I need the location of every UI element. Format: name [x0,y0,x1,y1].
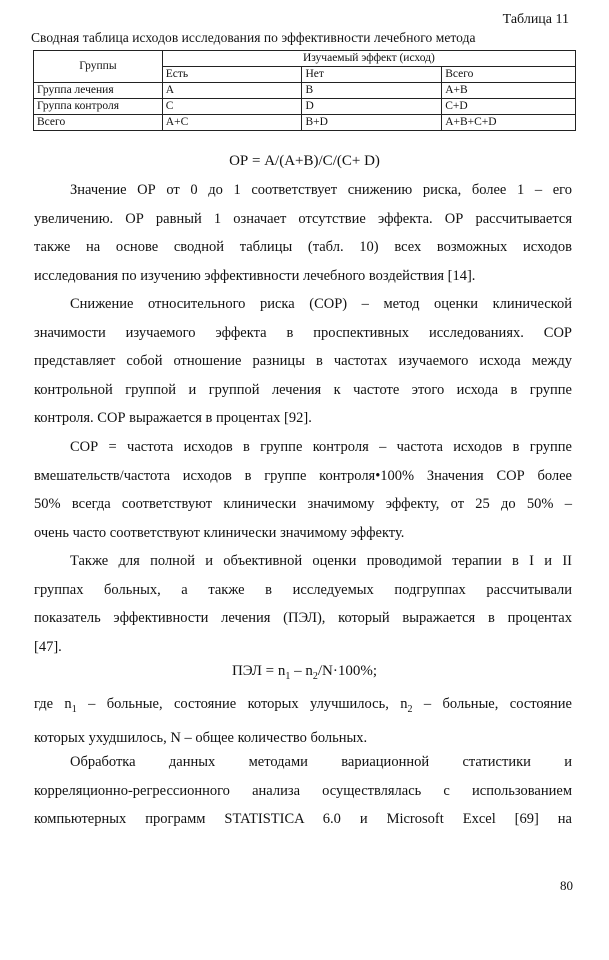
row-no: B [302,83,442,99]
text-line: компьютерных программ STATISTICA 6.0 и Microsoft Excel [69] на [34,811,572,827]
text-line: Также для полной и объективной оценки проводимой терапии в I и II [70,553,572,569]
text-line: которых ухудшилось, N – общее количество больных. [34,730,368,747]
formula-or: ОР = А/(А+В)/С/(С+ D) [229,153,380,169]
row-no: B+D [302,115,442,131]
text-line: исследования по изучению эффективности лечебного воздействия [14]. [34,267,476,284]
page-number: 80 [560,878,573,893]
text-line: контроля. СОР выражается в процентах [92]. [34,410,312,426]
row-yes: A+C [162,115,302,131]
row-group: Группа контроля [34,99,163,115]
text-line: также на основе сводной таблицы (табл. 10) всех возможных исходов [34,239,572,255]
row-total: A+B+C+D [442,115,576,131]
paragraph-pel-legend [34,690,572,753]
subheader-yes: Есть [162,67,302,83]
text-line: очень часто соответствуют клинически значимому эффекту. [34,524,405,541]
text-line: значимости изучаемого эффекта в проспективных исследованиях. СОР [34,324,572,341]
table-title: Сводная таблица исходов исследования по эффективности лечебного метода [31,30,476,45]
paragraph-pel [34,547,572,661]
row-total: A+B [442,83,576,99]
formula-part: /N·100%; [317,663,378,679]
row-yes: C [162,99,302,115]
text-line: вмешательств/частота исходов в группе контроля•100% Значения СОР более [34,467,572,484]
header-groups: Группы [34,51,163,83]
text-line: СОР = частота исходов в группе контроля – частота исходов в группе [70,439,572,455]
text-line: Снижение относительного риска (СОР) – метод оценки клинической [70,296,572,312]
text-part: – больные, состояние которых улучшилось, n [76,696,408,712]
formula-part: – n [290,663,313,679]
row-total: C+D [442,99,576,115]
paragraph-rrr-definition [34,290,572,433]
row-group: Группа лечения [34,83,163,99]
text-subscript: 2 [407,703,413,715]
paragraph-rrr-formula [34,433,572,547]
text-line: группах больных, а также в исследуемых подгруппах рассчитывали [34,581,572,598]
text-subscript: 1 [71,703,77,715]
formula-subscript: 2 [312,671,318,682]
table-row [34,99,576,115]
text-line: 50% всегда соответствуют клинически значимому эффекту, от 25 до 50% – [34,496,572,512]
text-line: корреляционно-регрессионного анализа осуществлялась с использованием [34,782,572,799]
text-line [34,690,572,724]
text-line: контрольной группой и группой лечения к частоте этого исхода в группе [34,381,572,398]
summary-table [33,50,576,131]
subheader-no: Нет [302,67,442,83]
text-part: – больные, состояние [412,696,572,712]
formula-subscript: 1 [285,671,291,682]
paragraph-statistics [34,748,572,834]
subheader-total: Всего [442,67,576,83]
row-group: Всего [34,115,163,131]
text-part: где n [34,696,72,712]
formula-pel [0,663,609,682]
paragraph-or-meaning [34,176,572,290]
text-line: увеличению. ОР равный 1 означает отсутствие эффекта. ОР рассчитывается [34,210,572,227]
header-effect: Изучаемый эффект (исход) [162,51,575,67]
table-header-row [34,51,576,67]
text-line: показатель эффективности лечения (ПЭЛ), который выражается в процентах [34,610,572,626]
table-row [34,115,576,131]
table-row [34,83,576,99]
text-line: Обработка данных методами вариационной статистики и [70,754,572,770]
text-line: [47]. [34,638,62,655]
text-line: представляет собой отношение разницы в частотах изучаемого исхода между [34,353,572,369]
row-yes: A [162,83,302,99]
row-no: D [302,99,442,115]
text-line: Значение ОР от 0 до 1 соответствует снижению риска, более 1 – его [70,182,572,198]
table-number: Таблица 11 [502,12,569,27]
formula-part: ПЭЛ = n [231,663,286,679]
